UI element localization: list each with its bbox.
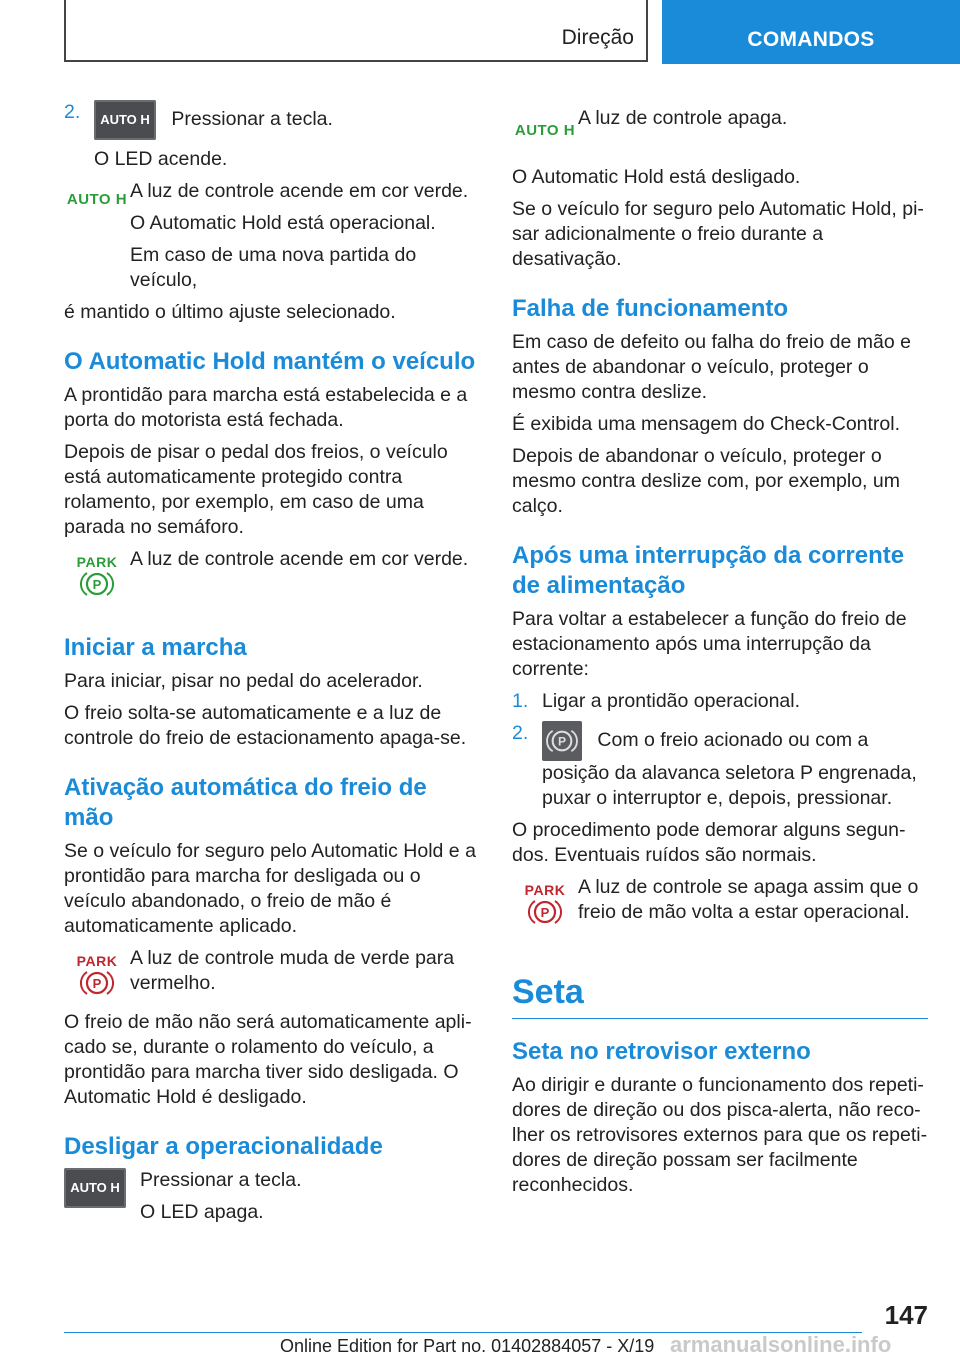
auto-h-lamp-icon: AUTO H (66, 191, 128, 208)
section-title: Direção (561, 26, 634, 49)
paragraph: O freio de mão não será automaticamente aplicado se, durante o rolamento do veículo, a prontidão para marcha tiver sido desligada. O Automatic Hold é desligado. (64, 1011, 472, 1108)
park-lamp-icon (525, 883, 566, 927)
indicator-auto-h-green (64, 179, 478, 293)
paragraph: Se o veículo for seguro pelo Automatic Hold e a prontidão para marcha for desligada ou o veículo abandonado, o freio de mão é automaticamente aplicado. (64, 840, 476, 937)
auto-h-button-icon: AUTO H (64, 1168, 126, 1208)
indicator-text: Em caso de uma nova partida do veículo, (130, 244, 417, 291)
heading-off: Desligar a operacionalidade (64, 1133, 383, 1160)
step-2-press (64, 100, 478, 140)
page-number: 147 (884, 1300, 928, 1330)
paragraph: Depois de pisar o pedal dos freios, o veículo está automaticamente protegido contra rolamento, por exemplo, em caso de uma parada no semáforo. (64, 441, 448, 538)
paragraph: Se o veículo for seguro pelo Automatic Hold, pisar adicionalmente o freio durante a desativação. (512, 198, 924, 270)
park-lamp-icon (77, 954, 118, 998)
step-text: Ligar a prontidão operacional. (542, 690, 801, 712)
indicator-text: A luz de controle muda de verde para vermelho. (130, 947, 455, 994)
step-text: Pressionar a tecla. (171, 108, 333, 131)
paragraph: Para voltar a estabelecer a função do freio de estacionamento após uma interrupção da corrente: (512, 608, 907, 680)
heading-power: Após uma interrupção da corrente de alimentação (512, 542, 905, 599)
section-rule (512, 1018, 928, 1019)
step-text: Com o freio acionado ou com a posição da alavanca seletora P engrenada, puxar o interruptor e, depois, pressionar. (542, 729, 917, 809)
off-instruction (64, 1168, 478, 1232)
indicator-text: O Automatic Hold está operacional. (130, 212, 436, 234)
auto-h-button-icon: AUTO H (94, 100, 156, 140)
paragraph: Ao dirigir e durante o funcionamento dos repetidores de direção ou dos pisca-alerta, não recolher os retrovisores externos para que os repetidores de direção possam ser facilmente reconhecidos. (512, 1074, 928, 1196)
indicator-text: A luz de controle acende em cor verde. (130, 548, 469, 570)
step-number: 1. (512, 690, 529, 712)
indicator-auto-h-off (512, 106, 928, 143)
watermark: armanualsonline.info (670, 1332, 892, 1357)
paragraph: É exibida uma mensagem do Check-Control. (512, 413, 901, 435)
paragraph: é mantido o último ajuste selecionado. (64, 301, 396, 323)
svg-text:P: P (540, 905, 550, 920)
step-number: 2. (512, 722, 529, 744)
section-tab (64, 0, 648, 62)
left-column (64, 100, 478, 1239)
led-off-text: O LED apaga. (140, 1201, 264, 1223)
park-lamp-label: PARK (524, 882, 566, 898)
paragraph: O freio solta-se automaticamente e a luz de controle do freio de estacionamento apaga-se. (64, 702, 467, 749)
led-on-text: O LED acende. (94, 148, 228, 170)
edition-text: Online Edition for Part no. 01402884057 - X/19 (280, 1336, 655, 1356)
indicator-text: A luz de controle apaga. (578, 107, 788, 129)
off-text: Pressionar a tecla. (140, 1169, 302, 1191)
auto-h-lamp-icon: AUTO H (514, 122, 576, 139)
step-2 (512, 721, 928, 811)
paragraph: O procedimento pode demorar alguns segundos. Eventuais ruídos são normais. (512, 819, 906, 866)
heading-seta: Seta (512, 973, 584, 1011)
chapter-title: COMANDOS (747, 28, 875, 51)
paragraph: O Automatic Hold está desligado. (512, 166, 801, 188)
heading-hold: O Automatic Hold mantém o veículo (64, 348, 476, 375)
svg-text:P: P (557, 734, 567, 749)
indicator-text: A luz de controle se apaga assim que o freio de mão volta a estar operacional. (578, 876, 919, 923)
heading-start: Iniciar a marcha (64, 634, 247, 661)
indicator-park-off (512, 875, 928, 932)
heading-failure: Falha de funcionamento (512, 295, 789, 322)
heading-seta-mirror: Seta no retrovisor externo (512, 1038, 811, 1065)
paragraph: Depois de abandonar o veículo, proteger o mesmo contra deslize com, por exemplo, um calço. (512, 445, 900, 517)
park-lamp-label: PARK (76, 953, 118, 969)
page-header (0, 0, 960, 66)
parking-brake-switch-icon (542, 721, 582, 761)
right-column (512, 104, 928, 1205)
paragraph: A prontidão para marcha está estabelecida e a porta do motorista está fechada. (64, 384, 468, 431)
step-1 (512, 689, 928, 714)
chapter-tab (662, 0, 960, 64)
park-lamp-label: PARK (76, 554, 118, 570)
indicator-text: A luz de controle acende em cor verde. (130, 180, 469, 202)
heading-auto-brake: Ativação automática do freio de mão (64, 774, 427, 831)
indicator-park-red (64, 946, 478, 1003)
svg-text:P: P (92, 577, 102, 592)
svg-text:P: P (92, 976, 102, 991)
paragraph: Para iniciar, pisar no pedal do acelerador. (64, 670, 423, 692)
step-number: 2. (64, 101, 81, 123)
indicator-park-green (64, 547, 478, 599)
paragraph: Em caso de defeito ou falha do freio de mão e antes de abandonar o veículo, proteger o mesmo contra deslize. (512, 331, 911, 403)
park-lamp-icon (77, 555, 118, 599)
